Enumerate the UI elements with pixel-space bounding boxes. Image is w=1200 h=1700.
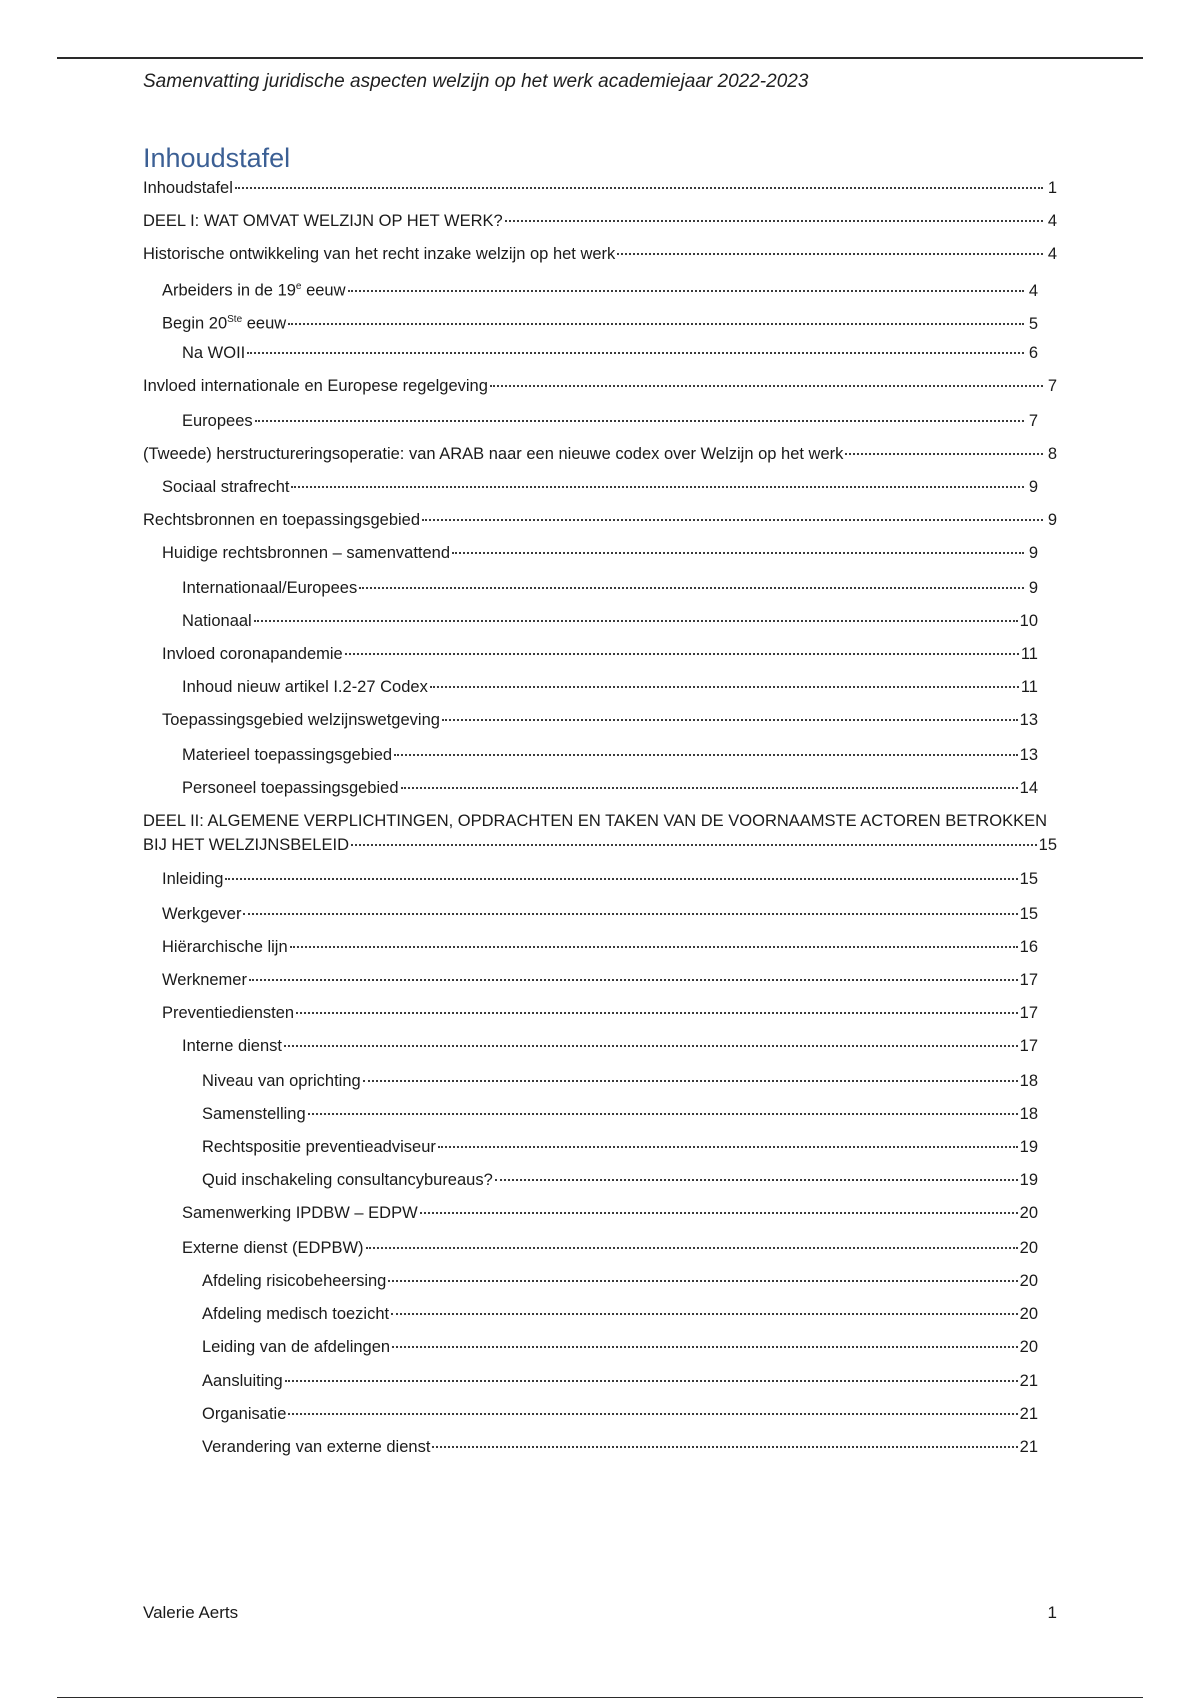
toc-page-number: 15 — [1019, 905, 1038, 923]
toc-entry-label: Hiërarchische lijn — [162, 938, 288, 956]
toc-entry-label — [162, 308, 286, 336]
toc-page-number: 15 — [1019, 870, 1038, 888]
toc-entry-label: Werknemer — [162, 971, 247, 989]
toc-dot-leader — [845, 453, 1043, 455]
toc-entry-label: Samenwerking IPDBW – EDPW — [182, 1204, 418, 1222]
toc-entry-label: Afdeling medisch toezicht — [202, 1305, 390, 1323]
toc-page-number: 9 — [1028, 478, 1038, 496]
toc-page-number: 6 — [1028, 344, 1038, 362]
toc-entry-label: Quid inschakeling consultancybureaus? — [202, 1171, 493, 1189]
toc-entry[interactable] — [143, 341, 1038, 365]
toc-entry-label-suffix: eeuw — [301, 281, 346, 300]
toc-entry[interactable] — [143, 209, 1057, 233]
toc-page-number: 4 — [1047, 245, 1057, 263]
footer-page-number: 1 — [1047, 1603, 1057, 1622]
toc-page-number: 4 — [1047, 212, 1057, 230]
toc-entry-label: Niveau van oprichting — [202, 1072, 361, 1090]
toc-dot-leader — [290, 946, 1018, 948]
toc-dot-leader — [366, 1247, 1018, 1249]
toc-page-number: 9 — [1028, 579, 1038, 597]
toc-page-number: 18 — [1019, 1072, 1038, 1090]
toc-dot-leader — [308, 1113, 1018, 1115]
toc-entry-superscript: Ste — [227, 314, 243, 325]
toc-page-number: 16 — [1019, 938, 1038, 956]
toc-page-number: 17 — [1019, 1004, 1038, 1022]
toc-entry-label: Afdeling risicobeheersing — [202, 1272, 387, 1290]
toc-entry[interactable] — [143, 1369, 1038, 1393]
toc-dot-leader — [359, 587, 1024, 589]
toc-entry-label: Werkgever — [162, 905, 242, 923]
toc-dot-leader — [348, 290, 1024, 292]
toc-dot-leader — [490, 385, 1043, 387]
toc-entry-label: Historische ontwikkeling van het recht inzake welzijn op het werk — [143, 245, 616, 263]
toc-entry-label: BIJ HET WELZIJNSBELEID — [143, 836, 349, 854]
toc-entry[interactable] — [143, 1069, 1038, 1093]
toc-entry[interactable] — [143, 176, 1057, 200]
toc-entry[interactable] — [143, 935, 1038, 959]
toc-entry[interactable] — [143, 1236, 1038, 1260]
document-header-title: Samenvatting juridische aspecten welzijn op het werk academiejaar 2022-2023 — [143, 71, 809, 92]
toc-entry-label: (Tweede) herstructureringsoperatie: van ARAB naar een nieuwe codex over Welzijn op het werk — [143, 445, 844, 463]
toc-entry-label: Interne dienst — [182, 1037, 282, 1055]
toc-entry-label — [162, 275, 346, 303]
toc-entry[interactable] — [143, 1102, 1038, 1126]
toc-entry-label: Na WOII — [182, 344, 246, 362]
header-rule — [57, 57, 1143, 59]
toc-entry[interactable] — [143, 743, 1038, 767]
toc-entry-label: Verandering van externe dienst — [202, 1438, 431, 1456]
toc-entry[interactable] — [143, 1168, 1038, 1192]
toc-entry[interactable] — [143, 1402, 1038, 1426]
toc-dot-leader — [285, 1380, 1018, 1382]
toc-dot-leader — [401, 787, 1018, 789]
toc-page-number: 21 — [1019, 1372, 1038, 1390]
toc-entry-label: Invloed coronapandemie — [162, 645, 343, 663]
toc-entry[interactable] — [143, 442, 1057, 466]
toc-entry-label: Samenstelling — [202, 1105, 306, 1123]
toc-dot-leader — [442, 719, 1018, 721]
toc-entry-label: Invloed internationale en Europese regelgeving — [143, 377, 488, 395]
toc-entry[interactable] — [143, 968, 1038, 992]
toc-entry[interactable] — [143, 1302, 1038, 1326]
toc-page-number: 9 — [1028, 544, 1038, 562]
toc-entry[interactable] — [143, 776, 1038, 800]
toc-dot-leader — [284, 1045, 1018, 1047]
toc-entry-label: Nationaal — [182, 612, 252, 630]
toc-dot-leader — [388, 1280, 1017, 1282]
toc-entry-label: Toepassingsgebied welzijnswetgeving — [162, 711, 440, 729]
toc-entry[interactable] — [143, 675, 1038, 699]
toc-dot-leader — [225, 878, 1017, 880]
toc-page-number: 17 — [1019, 1037, 1038, 1055]
toc-entry-label: Internationaal/Europees — [182, 579, 358, 597]
toc-dot-leader — [288, 1413, 1017, 1415]
toc-entry-label: Huidige rechtsbronnen – samenvattend — [162, 544, 451, 562]
toc-entry[interactable] — [143, 475, 1038, 499]
toc-entry-label-text: Arbeiders in de 19 — [162, 281, 296, 300]
toc-dot-leader — [243, 913, 1017, 915]
toc-entry[interactable] — [143, 409, 1038, 433]
toc-entry-label: Aansluiting — [202, 1372, 283, 1390]
toc-entry[interactable] — [143, 1034, 1038, 1058]
footer-rule — [57, 1697, 1143, 1698]
toc-dot-leader — [391, 1313, 1018, 1315]
toc-dot-leader — [351, 844, 1037, 846]
toc-entry-label: Sociaal strafrecht — [162, 478, 290, 496]
toc-entry-label: DEEL II: ALGEMENE VERPLICHTINGEN, OPDRACHTEN EN TAKEN VAN DE VOORNAAMSTE ACTOREN BETROKKEN — [143, 812, 1048, 830]
toc-dot-leader — [296, 1012, 1018, 1014]
toc-page-number: 20 — [1019, 1338, 1038, 1356]
toc-entry[interactable] — [143, 902, 1038, 926]
toc-entry-superscript: e — [295, 281, 302, 292]
toc-page-number: 14 — [1019, 779, 1038, 797]
toc-page-number: 15 — [1038, 836, 1057, 854]
toc-entry[interactable] — [143, 1269, 1038, 1293]
toc-page-number: 4 — [1028, 281, 1038, 300]
toc-entry-label: Inhoud nieuw artikel I.2-27 Codex — [182, 678, 428, 696]
toc-entry-label: Preventiediensten — [162, 1004, 295, 1022]
toc-dot-leader — [247, 352, 1024, 354]
toc-entry[interactable] — [143, 374, 1057, 398]
toc-page-number: 18 — [1019, 1105, 1038, 1123]
toc-entry[interactable] — [143, 308, 1038, 336]
toc-page-number: 20 — [1019, 1272, 1038, 1290]
toc-dot-leader — [254, 620, 1018, 622]
toc-page-number: 13 — [1019, 746, 1038, 764]
toc-entry-label: Materieel toepassingsgebied — [182, 746, 393, 764]
toc-page-number: 9 — [1047, 511, 1057, 529]
toc-dot-leader — [291, 486, 1024, 488]
toc-entry[interactable] — [143, 867, 1038, 891]
toc-dot-leader — [430, 686, 1019, 688]
toc-entry[interactable] — [143, 275, 1038, 303]
toc-entry[interactable] — [143, 1201, 1038, 1225]
toc-dot-leader — [392, 1346, 1018, 1348]
toc-dot-leader — [255, 420, 1024, 422]
toc-page-number: 21 — [1019, 1438, 1038, 1456]
toc-dot-leader — [345, 653, 1019, 655]
toc-dot-leader — [452, 552, 1024, 554]
toc-dot-leader — [394, 754, 1018, 756]
toc-page-number: 5 — [1028, 314, 1038, 333]
toc-page-number: 11 — [1020, 678, 1038, 696]
toc-page-number: 7 — [1047, 377, 1057, 395]
toc-entry-label: Personeel toepassingsgebied — [182, 779, 399, 797]
toc-dot-leader — [235, 187, 1043, 189]
toc-dot-leader — [495, 1179, 1018, 1181]
toc-entry-label: Europees — [182, 412, 253, 430]
toc-entry[interactable] — [143, 642, 1038, 666]
toc-entry[interactable] — [143, 242, 1057, 266]
toc-page-number: 19 — [1019, 1138, 1038, 1156]
toc-entry[interactable] — [143, 1001, 1038, 1025]
toc-page-number: 21 — [1019, 1405, 1038, 1423]
toc-entry[interactable] — [143, 1135, 1038, 1159]
toc-page-number: 8 — [1047, 445, 1057, 463]
toc-entry[interactable] — [143, 1435, 1038, 1459]
toc-dot-leader — [438, 1146, 1018, 1148]
toc-entry-label: Rechtspositie preventieadviseur — [202, 1138, 436, 1156]
toc-dot-leader — [617, 253, 1043, 255]
footer-author: Valerie Aerts — [143, 1603, 239, 1622]
toc-entry-label: Inhoudstafel — [143, 179, 233, 197]
toc-entry[interactable] — [143, 541, 1038, 565]
toc-page-number: 7 — [1028, 412, 1038, 430]
toc-page-number: 19 — [1019, 1171, 1038, 1189]
toc-page-number: 20 — [1019, 1239, 1038, 1257]
toc-entry[interactable] — [143, 576, 1038, 600]
toc-entry-label-suffix: eeuw — [242, 314, 287, 333]
toc-entry-label: DEEL I: WAT OMVAT WELZIJN OP HET WERK? — [143, 212, 503, 230]
toc-dot-leader — [420, 1212, 1018, 1214]
toc-page-number: 13 — [1019, 711, 1038, 729]
toc-dot-leader — [422, 519, 1043, 521]
toc-entry-label-text: Begin 20 — [162, 314, 228, 333]
toc-entry-label: Leiding van de afdelingen — [202, 1338, 391, 1356]
toc-heading: Inhoudstafel — [143, 143, 291, 173]
toc-entry-label: Organisatie — [202, 1405, 287, 1423]
toc-entry[interactable] — [143, 809, 1057, 857]
toc-entry[interactable] — [143, 708, 1038, 732]
toc-page-number: 20 — [1019, 1204, 1038, 1222]
toc-entry[interactable] — [143, 508, 1057, 532]
toc-entry-label: Inleiding — [162, 870, 224, 888]
toc-entry-label: Rechtsbronnen en toepassingsgebied — [143, 511, 421, 529]
toc-page-number: 1 — [1047, 179, 1057, 197]
toc-page-number: 11 — [1020, 645, 1038, 663]
toc-dot-leader — [432, 1446, 1017, 1448]
toc-entry[interactable] — [143, 1335, 1038, 1359]
toc-page-number: 20 — [1019, 1305, 1038, 1323]
toc-entry[interactable] — [143, 609, 1038, 633]
toc-dot-leader — [288, 323, 1024, 325]
toc-dot-leader — [363, 1080, 1018, 1082]
toc-entry-label: Externe dienst (EDPBW) — [182, 1239, 364, 1257]
toc-page-number: 10 — [1019, 612, 1038, 630]
toc-dot-leader — [249, 979, 1018, 981]
toc-dot-leader — [505, 220, 1043, 222]
toc-page-number: 17 — [1019, 971, 1038, 989]
